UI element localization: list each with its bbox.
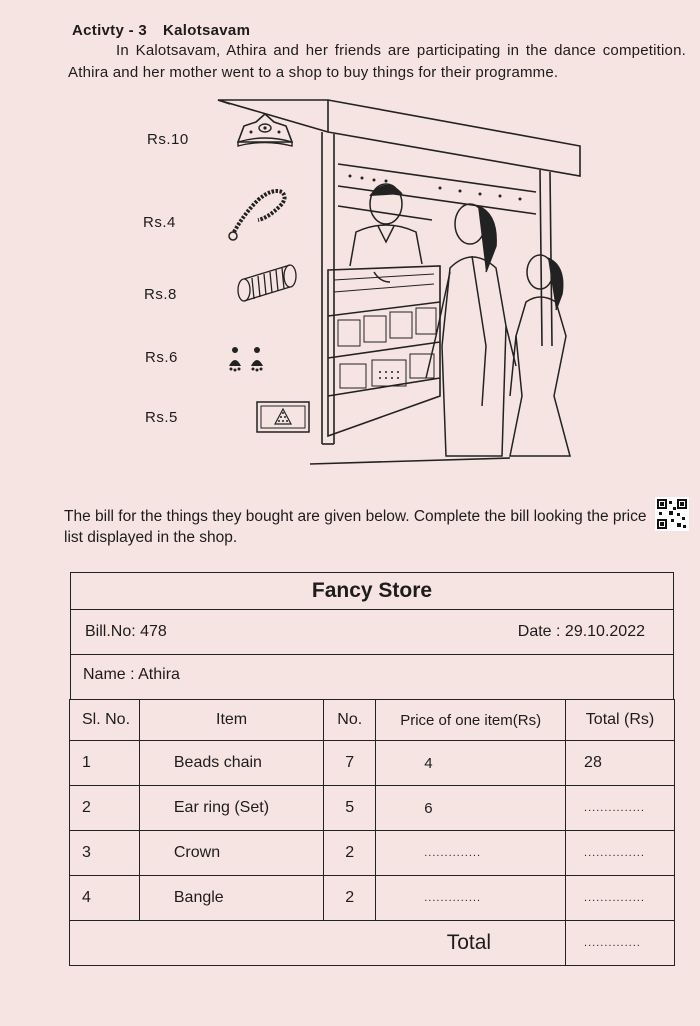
grand-total-blank[interactable]: .............. xyxy=(566,921,675,966)
cell-price-blank[interactable]: .............. xyxy=(376,876,566,921)
instruction-text: The bill for the things they bought are given below. Complete the bill looking the price list displayed in the shop. xyxy=(64,508,647,546)
table-row xyxy=(70,876,675,921)
header-item: Item xyxy=(139,700,323,741)
cell-item: Ear ring (Set) xyxy=(139,786,323,831)
bill-items-table xyxy=(69,699,675,966)
cell-sl: 4 xyxy=(70,876,140,921)
cell-item: Crown xyxy=(139,831,323,876)
bill xyxy=(70,572,674,966)
cell-count: 7 xyxy=(324,741,376,786)
bill-date: Date : 29.10.2022 xyxy=(517,623,645,640)
price-beads-chain: Rs.4 xyxy=(143,214,176,231)
cell-sl: 3 xyxy=(70,831,140,876)
cell-price-blank[interactable]: .............. xyxy=(376,831,566,876)
store-name: Fancy Store xyxy=(70,572,674,609)
price-bangle: Rs.8 xyxy=(144,286,177,303)
cell-total-blank[interactable]: ............... xyxy=(566,876,675,921)
price-crown: Rs.10 xyxy=(147,131,189,148)
header-price: Price of one item(Rs) xyxy=(376,700,566,741)
activity-label: Activty - 3 xyxy=(72,22,147,39)
cell-price: 4 xyxy=(376,741,566,786)
cell-price: 6 xyxy=(376,786,566,831)
intro-paragraph xyxy=(68,40,686,84)
cell-count: 5 xyxy=(324,786,376,831)
cell-total-blank[interactable]: ............... xyxy=(566,786,675,831)
bill-number: Bill.No: 478 xyxy=(85,623,167,640)
price-ear-ring: Rs.6 xyxy=(145,349,178,366)
bill-info-row xyxy=(70,609,674,654)
table-row xyxy=(70,741,675,786)
cell-count: 2 xyxy=(324,831,376,876)
total-row xyxy=(70,921,675,966)
table-header-row xyxy=(70,700,675,741)
intro-text: In Kalotsavam, Athira and her friends are participating in the dance competition. Athira and her mother went to a shop to buy things for their programme. xyxy=(68,42,686,81)
cell-sl: 2 xyxy=(70,786,140,831)
qr-code-icon[interactable] xyxy=(655,497,689,531)
bill-name-row xyxy=(70,654,674,699)
cell-item: Bangle xyxy=(139,876,323,921)
header-count: No. xyxy=(324,700,376,741)
header-sl-no: Sl. No. xyxy=(70,700,140,741)
cell-total-blank[interactable]: ............... xyxy=(566,831,675,876)
table-row xyxy=(70,786,675,831)
header-total: Total (Rs) xyxy=(566,700,675,741)
cell-count: 2 xyxy=(324,876,376,921)
total-label: Total xyxy=(70,921,566,966)
customer-name: Name : Athira xyxy=(83,666,180,683)
cell-sl: 1 xyxy=(70,741,140,786)
cell-item: Beads chain xyxy=(139,741,323,786)
activity-heading xyxy=(72,22,250,39)
cell-total: 28 xyxy=(566,741,675,786)
activity-title: Kalotsavam xyxy=(163,22,251,39)
price-box: Rs.5 xyxy=(145,409,178,426)
table-row xyxy=(70,831,675,876)
shop-illustration xyxy=(210,96,590,476)
